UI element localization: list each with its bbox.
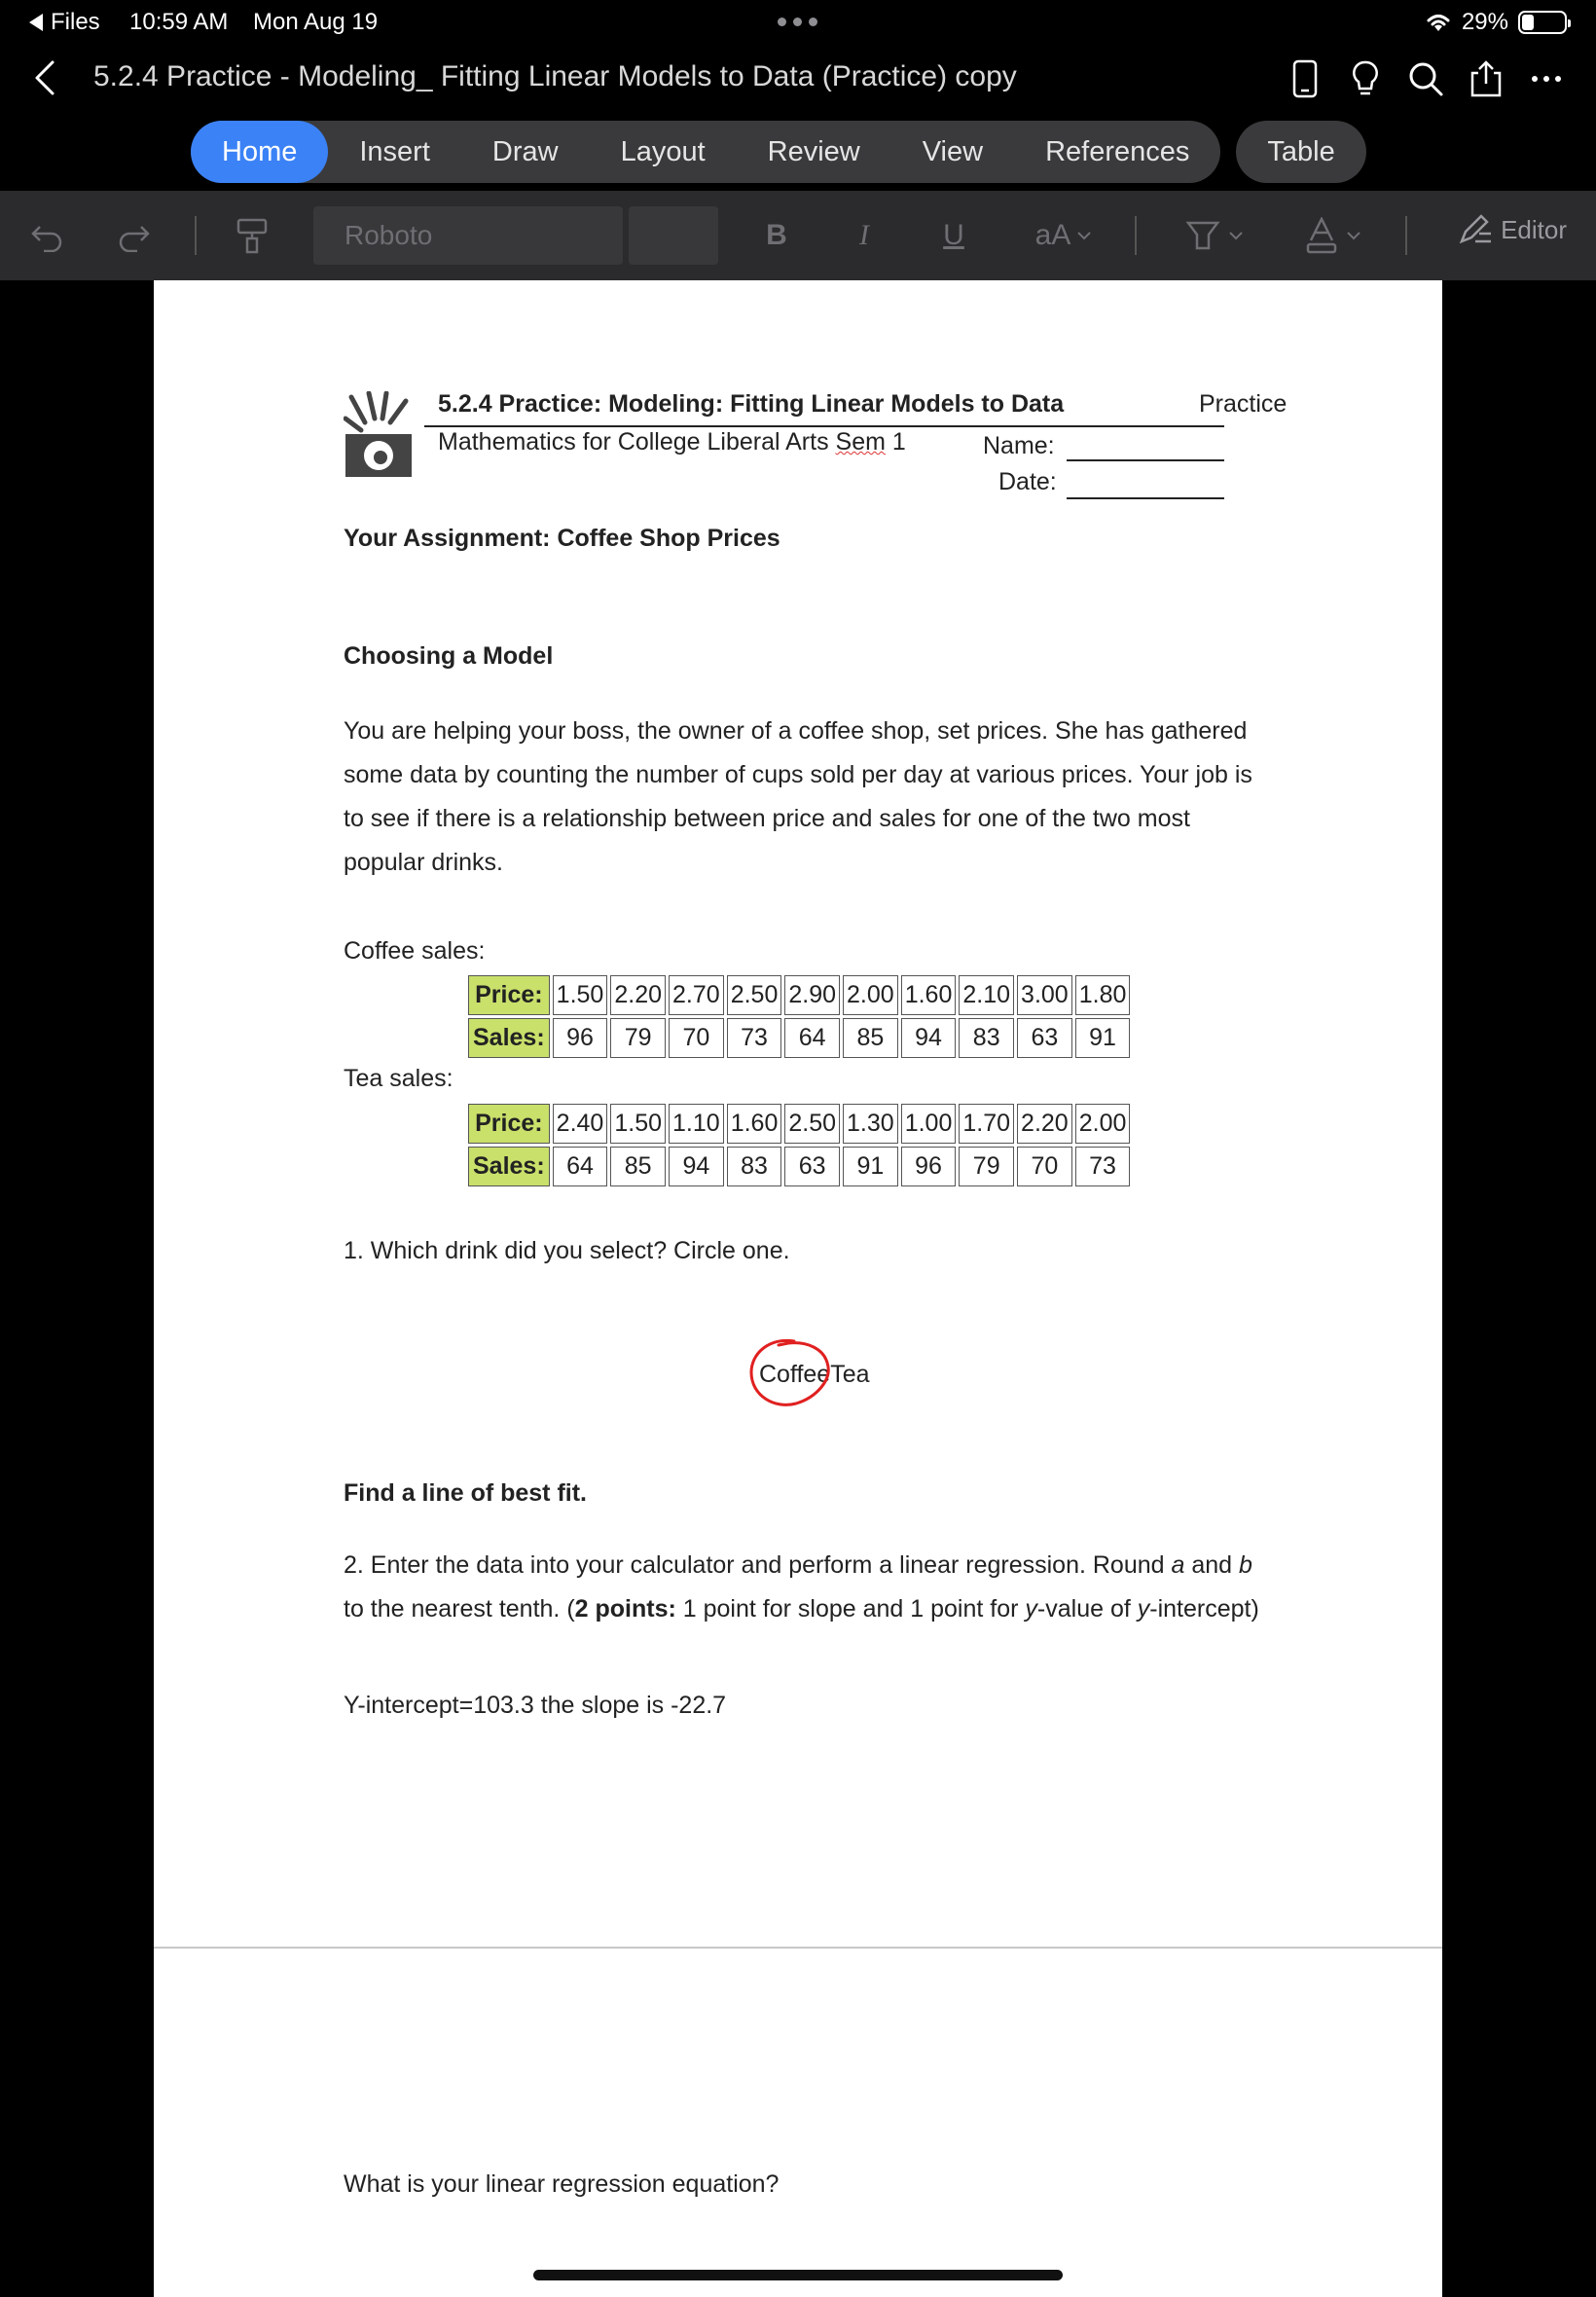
table-cell: 91 bbox=[1075, 1018, 1131, 1058]
back-to-app[interactable] bbox=[29, 9, 100, 36]
table-cell: 1.80 bbox=[1075, 975, 1131, 1015]
question-2-line-1 bbox=[344, 1544, 1375, 1587]
table-cell: 64 bbox=[784, 1018, 840, 1058]
course-name-prefix: Mathematics for College Liberal Arts bbox=[438, 428, 836, 456]
points-label: 2 points: bbox=[574, 1595, 676, 1622]
date-label: Date: bbox=[998, 468, 1057, 495]
document-page[interactable] bbox=[154, 280, 1442, 2297]
intro-line: You are helping your boss, the owner of a coffee shop, set prices. She has gathered bbox=[344, 717, 1248, 745]
section-heading-best-fit: Find a line of best fit. bbox=[344, 1479, 587, 1507]
home-indicator[interactable] bbox=[533, 2270, 1063, 2280]
table-cell: 73 bbox=[1075, 1147, 1131, 1186]
table-cell: 85 bbox=[610, 1147, 666, 1186]
tab-view[interactable]: View bbox=[922, 136, 984, 167]
reading-mode-button[interactable] bbox=[1275, 55, 1335, 103]
text-run: to the nearest tenth. ( bbox=[344, 1595, 575, 1622]
table-cell: 79 bbox=[610, 1018, 666, 1058]
table-cell: 2.20 bbox=[610, 975, 666, 1015]
document-heading: 5.2.4 Practice: Modeling: Fitting Linear Models to Data bbox=[438, 390, 1065, 418]
highlight-button[interactable] bbox=[1176, 210, 1253, 261]
table-row bbox=[468, 975, 1130, 1015]
redo-icon bbox=[116, 219, 151, 252]
underline-button[interactable]: U bbox=[943, 219, 964, 251]
table-cell: 2.90 bbox=[784, 975, 840, 1015]
table-row bbox=[468, 1018, 1130, 1058]
status-bar bbox=[0, 0, 1596, 47]
sales-row-header: Sales: bbox=[468, 1147, 550, 1186]
page-break bbox=[154, 1947, 1442, 1949]
choice-coffee[interactable]: Coffee bbox=[759, 1361, 831, 1388]
intro-paragraph bbox=[344, 710, 1317, 885]
course-name bbox=[438, 428, 906, 456]
table-cell: 1.10 bbox=[669, 1104, 724, 1144]
assignment-title: Your Assignment: Coffee Shop Prices bbox=[344, 525, 780, 552]
section-heading-choosing-model: Choosing a Model bbox=[344, 642, 554, 670]
font-size-menu-button[interactable] bbox=[1020, 210, 1107, 261]
tab-home[interactable]: Home bbox=[191, 121, 328, 183]
chevron-left-icon[interactable] bbox=[27, 58, 66, 97]
redo-button[interactable] bbox=[109, 210, 158, 261]
tab-draw[interactable]: Draw bbox=[491, 136, 559, 167]
font-size-field[interactable] bbox=[629, 206, 718, 265]
title-bar bbox=[0, 47, 1596, 111]
price-row-header: Price: bbox=[468, 1104, 550, 1144]
table-cell: 91 bbox=[843, 1147, 898, 1186]
font-name-field[interactable]: Roboto bbox=[313, 206, 623, 265]
table-cell: 63 bbox=[784, 1147, 840, 1186]
var-y: y bbox=[1025, 1595, 1037, 1622]
intro-line: some data by counting the number of cups sold per day at various prices. Your job is bbox=[344, 761, 1252, 788]
toolbar-divider bbox=[1405, 216, 1407, 255]
table-cell: 2.20 bbox=[1017, 1104, 1072, 1144]
undo-button[interactable] bbox=[23, 210, 72, 261]
share-button[interactable] bbox=[1456, 55, 1516, 103]
wifi-icon bbox=[1425, 12, 1452, 33]
italic-button[interactable]: I bbox=[859, 219, 869, 251]
font-size-label: aA bbox=[1034, 219, 1071, 251]
date-field-line[interactable] bbox=[1067, 497, 1224, 499]
chevron-down-icon bbox=[1346, 231, 1361, 240]
table-cell: 96 bbox=[553, 1018, 608, 1058]
table-cell: 2.00 bbox=[1075, 1104, 1131, 1144]
table-cell: 1.00 bbox=[901, 1104, 957, 1144]
more-options-button[interactable] bbox=[1516, 55, 1577, 103]
tab-insert[interactable]: Insert bbox=[359, 136, 430, 167]
course-name-suffix: 1 bbox=[885, 428, 906, 456]
table-row bbox=[468, 1104, 1130, 1144]
table-cell: 1.60 bbox=[727, 1104, 782, 1144]
back-app-label: Files bbox=[51, 9, 100, 35]
tea-sales-table bbox=[465, 1101, 1133, 1189]
format-painter-icon bbox=[236, 217, 269, 254]
intro-line: to see if there is a relationship between price and sales for one of the two most bbox=[344, 805, 1190, 832]
table-cell: 2.50 bbox=[784, 1104, 840, 1144]
table-cell: 1.50 bbox=[553, 975, 608, 1015]
chevron-down-icon bbox=[1076, 231, 1092, 240]
document-type-label: Practice bbox=[1199, 390, 1288, 418]
question-3: What is your linear regression equation? bbox=[344, 2170, 780, 2198]
clock: 10:59 AM bbox=[129, 9, 229, 35]
intro-line: popular drinks. bbox=[344, 849, 503, 876]
name-field-line[interactable] bbox=[1067, 459, 1224, 461]
text-run: 1 point for slope and 1 point for bbox=[675, 1595, 1026, 1622]
tab-layout[interactable]: Layout bbox=[620, 136, 706, 167]
toolbar-divider bbox=[195, 216, 197, 255]
search-button[interactable] bbox=[1396, 55, 1456, 103]
ribbon-tabs bbox=[191, 121, 1366, 183]
date: Mon Aug 19 bbox=[253, 9, 379, 35]
bold-button[interactable]: B bbox=[766, 219, 787, 251]
undo-icon bbox=[30, 219, 65, 252]
table-cell: 94 bbox=[669, 1147, 724, 1186]
editor-label: Editor bbox=[1501, 214, 1567, 244]
table-cell: 2.10 bbox=[959, 975, 1014, 1015]
battery-percent: 29% bbox=[1461, 9, 1508, 35]
tab-review[interactable]: Review bbox=[767, 136, 860, 167]
table-cell: 2.40 bbox=[553, 1104, 608, 1144]
table-cell: 1.30 bbox=[843, 1104, 898, 1144]
back-arrow-icon bbox=[29, 14, 43, 31]
coffee-sales-table bbox=[465, 972, 1133, 1061]
editor-pen-icon bbox=[1458, 214, 1493, 245]
hand-drawn-circle-annotation[interactable] bbox=[745, 1335, 835, 1411]
table-cell: 1.70 bbox=[959, 1104, 1014, 1144]
font-color-button[interactable] bbox=[1294, 210, 1372, 261]
text-run: -intercept) bbox=[1149, 1595, 1259, 1622]
table-cell: 1.60 bbox=[901, 975, 957, 1015]
table-cell: 70 bbox=[669, 1018, 724, 1058]
ideas-button[interactable] bbox=[1335, 55, 1396, 103]
text-run: and bbox=[1184, 1551, 1239, 1579]
document-title[interactable]: 5.2.4 Practice - Modeling_ Fitting Linear Models to Data (Practice) copy bbox=[93, 60, 1017, 92]
toolbar-divider bbox=[1135, 216, 1137, 255]
table-cell: 85 bbox=[843, 1018, 898, 1058]
table-cell: 83 bbox=[959, 1018, 1014, 1058]
answer-2[interactable]: Y-intercept=103.3 the slope is -22.7 bbox=[344, 1692, 727, 1719]
header-rule bbox=[424, 425, 1224, 427]
coffee-sales-label: Coffee sales: bbox=[344, 937, 486, 965]
var-y: y bbox=[1137, 1595, 1150, 1622]
tab-table[interactable]: Table bbox=[1236, 121, 1365, 183]
text-run: -value of bbox=[1036, 1595, 1138, 1622]
table-row bbox=[468, 1147, 1130, 1186]
ribbon-tab-group bbox=[191, 121, 1220, 183]
table-cell: 94 bbox=[901, 1018, 957, 1058]
school-logo-icon bbox=[344, 391, 414, 479]
search-icon bbox=[1407, 60, 1444, 97]
table-cell: 3.00 bbox=[1017, 975, 1072, 1015]
table-cell: 79 bbox=[959, 1147, 1014, 1186]
table-cell: 70 bbox=[1017, 1147, 1072, 1186]
tablet-icon bbox=[1292, 59, 1318, 98]
share-icon bbox=[1469, 59, 1503, 98]
table-cell: 73 bbox=[727, 1018, 782, 1058]
table-cell: 1.50 bbox=[610, 1104, 666, 1144]
table-cell: 63 bbox=[1017, 1018, 1072, 1058]
lightbulb-icon bbox=[1351, 59, 1380, 98]
choice-tea[interactable]: Tea bbox=[830, 1361, 870, 1388]
battery-icon bbox=[1518, 11, 1567, 34]
price-row-header: Price: bbox=[468, 975, 550, 1015]
question-2 bbox=[344, 1544, 1375, 1631]
question-2-line-2 bbox=[344, 1587, 1375, 1631]
table-cell: 96 bbox=[901, 1147, 957, 1186]
table-cell: 83 bbox=[727, 1147, 782, 1186]
table-cell: 64 bbox=[553, 1147, 608, 1186]
name-label: Name: bbox=[983, 432, 1055, 459]
question-1: 1. Which drink did you select? Circle one. bbox=[344, 1237, 790, 1264]
table-cell: 2.50 bbox=[727, 975, 782, 1015]
var-b: b bbox=[1239, 1551, 1252, 1579]
text-run: 2. Enter the data into your calculator and perform a linear regression. Round bbox=[344, 1551, 1172, 1579]
formatting-toolbar bbox=[0, 191, 1596, 280]
editor-button[interactable] bbox=[1458, 214, 1567, 245]
course-sem-spellcheck[interactable]: Sem bbox=[835, 428, 886, 456]
more-icon bbox=[1530, 74, 1563, 84]
highlighter-icon bbox=[1185, 219, 1220, 252]
chevron-down-icon bbox=[1228, 231, 1244, 240]
tea-sales-label: Tea sales: bbox=[344, 1065, 453, 1092]
table-cell: 2.70 bbox=[669, 975, 724, 1015]
table-cell: 2.00 bbox=[843, 975, 898, 1015]
format-painter-button[interactable] bbox=[228, 210, 276, 261]
font-color-icon bbox=[1305, 217, 1338, 254]
sales-row-header: Sales: bbox=[468, 1018, 550, 1058]
multitasking-dots-icon[interactable] bbox=[778, 18, 817, 26]
tab-references[interactable]: References bbox=[1045, 136, 1190, 167]
var-a: a bbox=[1171, 1551, 1185, 1579]
